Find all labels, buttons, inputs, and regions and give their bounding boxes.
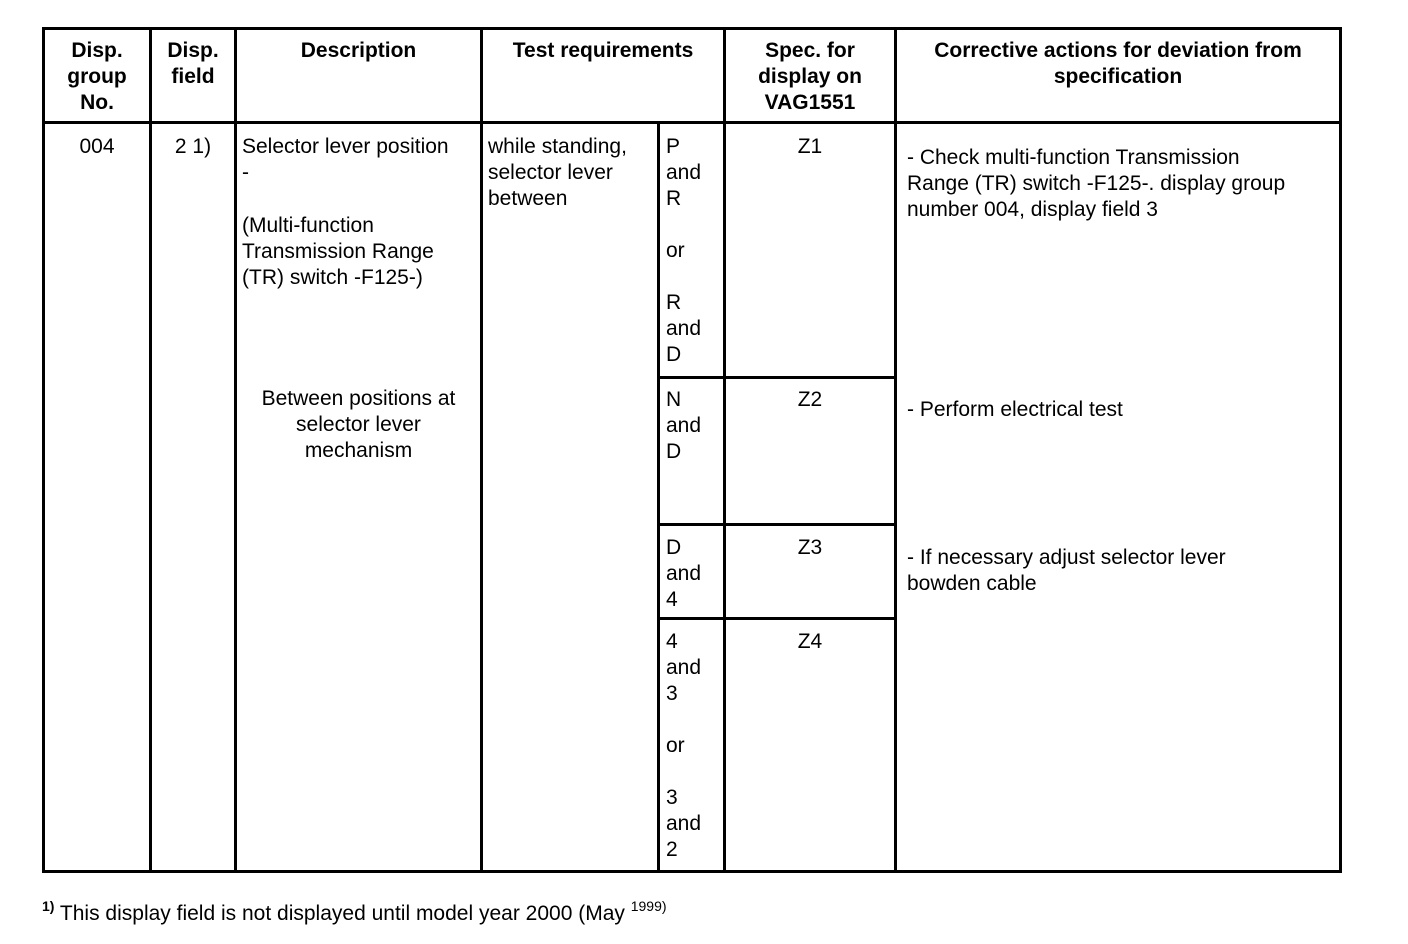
cell-position-3: D and 4 (666, 536, 702, 611)
cell-position-1: P and R or R and D (666, 135, 702, 366)
cell-description-note: Between positions at selector lever mechanism (261, 387, 456, 462)
footnote (42, 898, 667, 926)
cell-spec-z1: Z1 (797, 135, 823, 158)
cell-spec-z2: Z2 (797, 388, 823, 411)
row-divider-1 (657, 376, 897, 379)
col-divider-6 (894, 30, 897, 870)
cell-position-2: N and D (666, 388, 702, 463)
cell-action-2: - Perform electrical test (907, 398, 1123, 421)
cell-spec-z3: Z3 (797, 536, 823, 559)
header-corrective-actions: Corrective actions for deviation from specification (934, 39, 1302, 88)
diagnostic-table (42, 27, 1342, 873)
footnote-superscript: 1999) (630, 898, 667, 914)
cell-description-title: Selector lever position - (242, 135, 449, 184)
header-description: Description (300, 39, 417, 62)
cell-test-condition: while standing, selector lever between (488, 135, 627, 210)
header-spec: Spec. for display on VAG1551 (758, 39, 862, 114)
cell-description-component: (Multi-function Transmission Range (TR) switch -F125-) (242, 214, 434, 289)
col-divider-3 (480, 30, 483, 870)
row-divider-3 (657, 617, 897, 620)
cell-disp-field: 2 1) (174, 135, 212, 158)
header-test-requirements: Test requirements (512, 39, 694, 62)
col-divider-4 (657, 123, 660, 870)
cell-disp-group: 004 (79, 135, 115, 158)
footnote-marker: 1) (42, 898, 55, 914)
row-divider-2 (657, 523, 897, 526)
cell-action-3: - If necessary adjust selector lever bowden cable (907, 546, 1226, 595)
header-disp-field: Disp. field (167, 39, 219, 88)
cell-action-1: - Check multi-function Transmission Range (TR) switch -F125-. display group number 004, display field 3 (907, 146, 1286, 221)
cell-position-4: 4 and 3 or 3 and 2 (666, 630, 702, 861)
cell-spec-z4: Z4 (797, 630, 823, 653)
header-disp-group: Disp. group No. (67, 39, 127, 114)
footnote-text: This display field is not displayed until model year 2000 (May (59, 902, 625, 925)
header-divider (45, 121, 1339, 124)
